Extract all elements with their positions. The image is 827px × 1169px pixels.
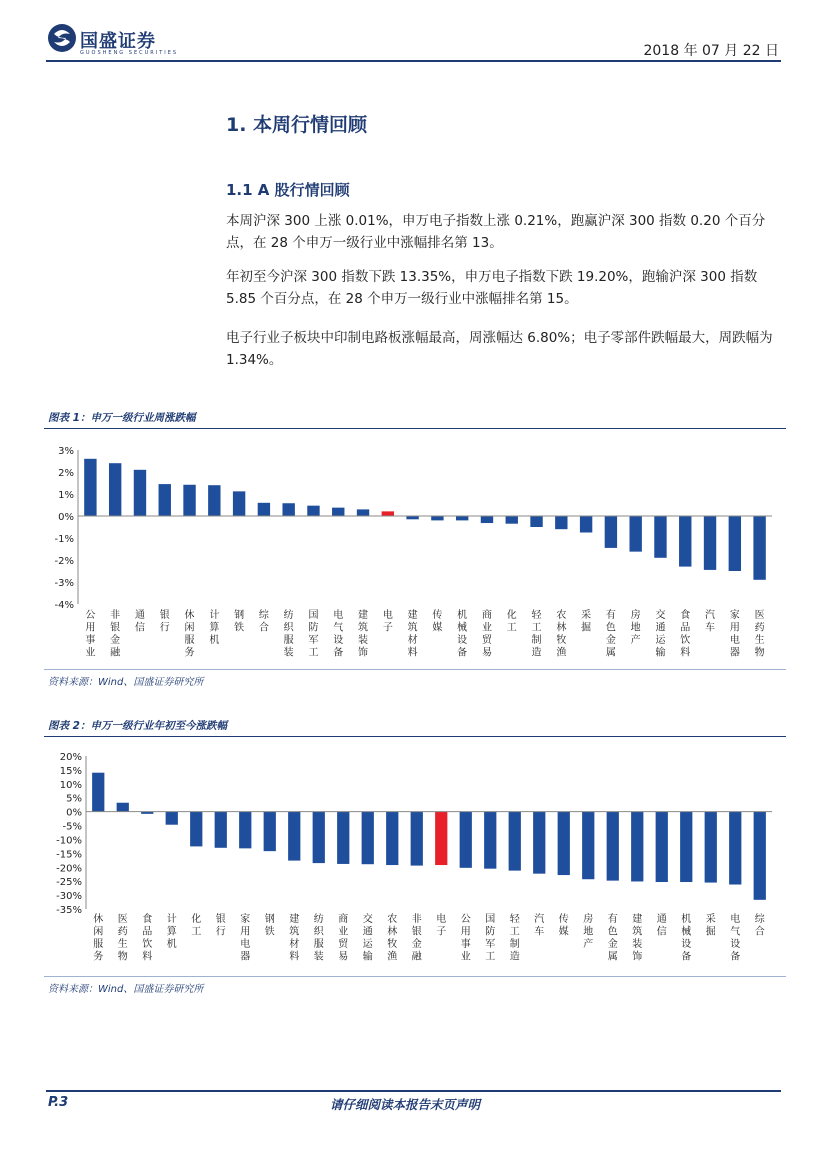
y-tick-label: -20% <box>56 863 82 875</box>
x-tick-label: 业 <box>460 951 471 963</box>
x-tick-label: 服 <box>283 635 294 646</box>
x-tick-label: 金 <box>605 635 616 646</box>
x-tick-label: 服 <box>184 635 195 646</box>
bar-钢铁 <box>233 491 245 516</box>
x-tick-label: 银 <box>215 914 226 925</box>
x-tick-label: 服 <box>93 939 104 950</box>
x-tick-label: 有 <box>605 610 616 621</box>
x-tick-label: 装 <box>313 951 324 963</box>
x-tick-label: 料 <box>407 647 418 659</box>
x-tick-label: 装 <box>283 647 294 659</box>
x-tick-label: 算 <box>209 622 220 634</box>
x-tick-label: 输 <box>362 951 373 963</box>
bar-纺织服装 <box>282 503 294 516</box>
x-tick-label: 非 <box>411 914 422 925</box>
x-tick-label: 综 <box>258 610 269 621</box>
x-tick-label: 色 <box>607 926 618 938</box>
x-tick-label: 电 <box>729 635 740 646</box>
x-tick-label: 织 <box>313 926 324 938</box>
x-tick-label: 化 <box>506 610 517 621</box>
x-tick-label: 金 <box>411 939 422 950</box>
x-tick-label: 工 <box>531 622 542 634</box>
x-tick-label: 用 <box>460 926 471 938</box>
bar-医药生物 <box>753 516 765 580</box>
x-tick-label: 用 <box>240 926 251 938</box>
x-tick-label: 车 <box>534 926 545 938</box>
x-tick-label: 易 <box>481 647 492 659</box>
x-tick-label: 务 <box>93 951 104 963</box>
x-tick-label: 食 <box>680 610 691 621</box>
x-tick-label: 属 <box>607 951 618 963</box>
figure-2-top-rule <box>44 736 786 737</box>
y-tick-label: 15% <box>59 765 82 777</box>
bar-机械设备 <box>456 516 468 520</box>
x-tick-label: 交 <box>655 610 666 621</box>
chart-ytd-change <box>44 742 786 972</box>
figure-1-source: 资料来源：Wind、国盛证券研究所 <box>48 677 204 688</box>
x-tick-label: 电 <box>382 610 393 621</box>
bar-通信 <box>134 470 146 516</box>
x-tick-label: 工 <box>509 926 520 938</box>
bar-银行 <box>215 812 227 848</box>
report-date: 2018 年 07 月 22 日 <box>643 43 779 59</box>
logo-subtext: GUOSHENG SECURITIES <box>80 50 179 56</box>
x-tick-label: 农 <box>387 914 398 925</box>
y-tick-label: -3% <box>54 578 74 589</box>
x-tick-label: 休 <box>93 914 104 925</box>
x-tick-label: 采 <box>581 610 592 621</box>
x-tick-label: 属 <box>605 647 616 659</box>
x-tick-label: 通 <box>362 926 373 938</box>
x-tick-label: 贸 <box>338 939 349 950</box>
bar-建筑装饰 <box>631 812 643 882</box>
y-tick-label: -2% <box>54 556 74 567</box>
y-tick-label: 1% <box>58 490 74 501</box>
x-tick-label: 纺 <box>313 914 324 925</box>
x-tick-label: 融 <box>110 647 121 659</box>
bar-钢铁 <box>264 812 276 852</box>
bar-纺织服装 <box>313 812 325 863</box>
bar-商业贸易 <box>481 516 493 523</box>
x-tick-label: 药 <box>117 926 128 938</box>
figure-1-top-rule <box>44 428 786 429</box>
bar-休闲服务 <box>183 485 195 516</box>
x-tick-label: 休 <box>184 610 195 621</box>
bar-有色金属 <box>607 812 619 881</box>
x-tick-label: 商 <box>481 610 492 621</box>
x-tick-label: 国 <box>485 914 496 925</box>
footer-divider <box>46 1090 781 1092</box>
x-tick-label: 牧 <box>387 939 398 950</box>
x-tick-label: 气 <box>730 926 741 938</box>
x-tick-label: 建 <box>632 914 643 925</box>
x-tick-label: 机 <box>681 914 692 925</box>
x-tick-label: 工 <box>308 647 319 659</box>
bar-医药生物 <box>117 803 129 812</box>
bar-建筑装饰 <box>357 509 369 516</box>
x-tick-label: 工 <box>191 926 202 938</box>
x-tick-label: 生 <box>754 635 765 646</box>
x-tick-label: 设 <box>681 939 692 950</box>
x-tick-label: 品 <box>142 926 153 938</box>
x-tick-label: 电 <box>436 914 447 925</box>
x-tick-label: 备 <box>457 647 468 659</box>
x-tick-label: 子 <box>382 622 393 634</box>
x-tick-label: 采 <box>705 914 716 925</box>
x-tick-label: 国 <box>308 610 319 621</box>
x-tick-label: 公 <box>460 914 471 925</box>
bar-电气设备 <box>729 812 741 885</box>
x-tick-label: 用 <box>729 622 740 634</box>
bar-机械设备 <box>680 812 692 882</box>
x-tick-label: 林 <box>387 926 398 938</box>
x-tick-label: 药 <box>754 622 765 634</box>
figure-2-label: 图表 2：申万一级行业年初至今涨跌幅 <box>48 720 227 732</box>
x-tick-label: 色 <box>605 622 616 634</box>
x-tick-label: 公 <box>85 610 96 621</box>
x-tick-label: 业 <box>481 622 492 634</box>
page-number: P.3 <box>48 1095 69 1110</box>
x-tick-label: 料 <box>289 951 300 963</box>
x-tick-label: 筑 <box>289 926 300 938</box>
paragraph-2: 年初至今沪深 300 指数下跌 13.35%，申万电子指数下跌 19.20%，跑输沪深 300 指数 5.85 个百分点，在 28 个申万一级行业中涨幅排名第 15。 <box>226 269 758 307</box>
bar-综合 <box>754 812 766 900</box>
x-tick-label: 建 <box>358 610 369 621</box>
x-tick-label: 电 <box>333 610 344 621</box>
x-tick-label: 军 <box>308 635 319 646</box>
bar-综合 <box>258 503 270 516</box>
x-tick-label: 气 <box>333 622 344 634</box>
x-tick-label: 媒 <box>558 926 569 938</box>
x-tick-label: 机 <box>166 939 177 950</box>
y-tick-label: -5% <box>62 821 82 833</box>
x-tick-label: 材 <box>289 939 300 950</box>
y-tick-label: -35% <box>56 905 82 916</box>
x-tick-label: 工 <box>506 622 517 634</box>
x-tick-label: 掘 <box>581 622 592 634</box>
x-tick-label: 务 <box>184 647 195 659</box>
bar-国防军工 <box>307 506 319 516</box>
x-tick-label: 电 <box>240 939 251 950</box>
x-tick-label: 工 <box>485 951 496 963</box>
x-tick-label: 物 <box>117 951 128 963</box>
y-tick-label: 2% <box>58 468 74 479</box>
x-tick-label: 信 <box>656 926 667 938</box>
x-tick-label: 家 <box>729 610 740 621</box>
x-tick-label: 铁 <box>234 622 245 634</box>
x-tick-label: 金 <box>607 939 618 950</box>
x-tick-label: 电 <box>730 914 741 925</box>
x-tick-label: 银 <box>159 610 170 621</box>
x-tick-label: 金 <box>110 635 121 646</box>
x-tick-label: 掘 <box>705 926 716 938</box>
x-tick-label: 造 <box>531 647 542 659</box>
x-tick-label: 输 <box>655 647 666 659</box>
bar-传媒 <box>431 516 443 520</box>
y-tick-label: -10% <box>56 835 82 847</box>
bar-建筑材料 <box>288 812 300 861</box>
bar-公用事业 <box>84 459 96 516</box>
x-tick-label: 设 <box>333 635 344 646</box>
x-tick-label: 服 <box>313 939 324 950</box>
y-tick-label: -15% <box>56 849 82 861</box>
figure-1-bottom-rule <box>44 669 786 670</box>
x-tick-label: 业 <box>85 647 96 659</box>
bar-房地产 <box>582 812 594 880</box>
y-tick-label: 10% <box>59 779 82 791</box>
x-tick-label: 食 <box>142 914 153 925</box>
y-tick-label: 3% <box>58 446 74 457</box>
x-tick-label: 料 <box>680 647 691 659</box>
paragraph-3: 电子行业子板块中印制电路板涨幅最高，周涨幅达 6.80%；电子零部件跌幅最大，周跌幅为 1.34%。 <box>226 330 773 368</box>
bar-银行 <box>159 484 171 516</box>
bar-有色金属 <box>605 516 617 548</box>
bar-交通运输 <box>362 812 374 865</box>
bar-房地产 <box>629 516 641 552</box>
x-tick-label: 事 <box>460 939 471 950</box>
x-tick-label: 汽 <box>705 610 716 621</box>
x-tick-label: 闲 <box>184 622 195 634</box>
bar-汽车 <box>533 812 545 874</box>
x-tick-label: 钢 <box>234 610 245 621</box>
bar-传媒 <box>558 812 570 875</box>
x-tick-label: 通 <box>656 914 667 925</box>
y-tick-label: 5% <box>66 793 82 805</box>
figure-1-label: 图表 1：申万一级行业周涨跌幅 <box>48 412 196 424</box>
x-tick-label: 械 <box>681 926 692 938</box>
x-tick-label: 林 <box>556 622 567 634</box>
x-tick-label: 机 <box>457 610 468 621</box>
x-tick-label: 材 <box>407 635 418 646</box>
x-tick-label: 贸 <box>481 635 492 646</box>
x-tick-label: 装 <box>358 635 369 646</box>
bar-通信 <box>656 812 668 882</box>
x-tick-label: 物 <box>754 647 765 659</box>
subsection-title: 1.1 A 股行情回顾 <box>226 181 350 199</box>
bar-非银金融 <box>411 812 423 866</box>
bar-交通运输 <box>654 516 666 558</box>
x-tick-label: 地 <box>630 622 641 634</box>
y-tick-label: -25% <box>56 877 82 889</box>
bar-电子 <box>435 812 447 865</box>
x-tick-label: 地 <box>583 926 594 938</box>
bar-农林牧渔 <box>555 516 567 529</box>
x-tick-label: 汽 <box>534 914 545 925</box>
x-tick-label: 纺 <box>283 610 294 621</box>
x-tick-label: 产 <box>630 635 641 646</box>
bar-国防军工 <box>484 812 496 869</box>
bar-农林牧渔 <box>386 812 398 865</box>
x-tick-label: 有 <box>607 914 618 925</box>
x-tick-label: 设 <box>730 939 741 950</box>
x-tick-label: 传 <box>432 610 443 621</box>
x-tick-label: 备 <box>681 951 692 963</box>
x-tick-label: 医 <box>754 610 765 621</box>
x-tick-label: 融 <box>411 951 422 963</box>
x-tick-label: 铁 <box>264 926 275 938</box>
paragraph-1: 本周沪深 300 上涨 0.01%，申万电子指数上涨 0.21%，跑赢沪深 300 指数 0.20 个百分点，在 28 个申万一级行业中涨幅排名第 13。 <box>226 213 766 251</box>
x-tick-label: 子 <box>436 926 447 938</box>
x-tick-label: 产 <box>583 939 594 950</box>
x-tick-label: 算 <box>166 926 177 938</box>
x-tick-label: 合 <box>258 622 269 634</box>
x-tick-label: 合 <box>754 926 765 938</box>
footer-disclaimer: 请仔细阅读本报告末页声明 <box>330 1097 481 1112</box>
figure-2-bottom-rule <box>44 976 786 977</box>
x-tick-label: 料 <box>142 951 153 963</box>
bar-公用事业 <box>460 812 472 868</box>
x-tick-label: 用 <box>85 622 96 634</box>
x-tick-label: 牧 <box>556 635 567 646</box>
y-tick-label: -4% <box>54 600 74 611</box>
logo-text: 国盛证券 <box>80 31 156 52</box>
x-tick-label: 制 <box>509 939 520 950</box>
x-tick-label: 易 <box>338 951 349 963</box>
x-tick-label: 计 <box>166 914 177 925</box>
x-tick-label: 渔 <box>556 647 567 659</box>
x-tick-label: 品 <box>680 622 691 634</box>
bar-食品饮料 <box>679 516 691 567</box>
x-tick-label: 防 <box>308 622 319 634</box>
bar-家用电器 <box>729 516 741 571</box>
x-tick-label: 建 <box>289 914 300 925</box>
x-tick-label: 事 <box>85 635 96 646</box>
x-tick-label: 车 <box>705 622 716 634</box>
x-tick-label: 生 <box>117 939 128 950</box>
x-tick-label: 轻 <box>531 610 542 621</box>
bar-化工 <box>506 516 518 524</box>
chart-weekly-change <box>44 436 786 664</box>
bar-采掘 <box>705 812 717 883</box>
x-tick-label: 通 <box>655 622 666 634</box>
x-tick-label: 计 <box>209 610 220 621</box>
bar-电子 <box>382 511 394 516</box>
x-tick-label: 闲 <box>93 926 104 938</box>
bar-轻工制造 <box>509 812 521 871</box>
y-tick-label: -30% <box>56 891 82 903</box>
bar-计算机 <box>208 485 220 516</box>
x-tick-label: 钢 <box>264 914 275 925</box>
bar-汽车 <box>704 516 716 570</box>
x-tick-label: 筑 <box>358 622 369 634</box>
x-tick-label: 农 <box>556 610 567 621</box>
x-tick-label: 信 <box>134 622 145 634</box>
x-tick-label: 饮 <box>680 635 691 646</box>
y-tick-label: 0% <box>66 807 82 819</box>
x-tick-label: 备 <box>333 647 344 659</box>
bar-采掘 <box>580 516 592 533</box>
x-tick-label: 械 <box>457 622 468 634</box>
x-tick-label: 家 <box>240 914 251 925</box>
x-tick-label: 器 <box>240 951 251 963</box>
x-tick-label: 媒 <box>432 622 443 634</box>
x-tick-label: 轻 <box>509 914 520 925</box>
x-tick-label: 化 <box>191 914 202 925</box>
x-tick-label: 商 <box>338 914 349 925</box>
bar-轻工制造 <box>530 516 542 527</box>
x-tick-label: 造 <box>509 951 520 963</box>
x-tick-label: 运 <box>362 939 373 950</box>
x-tick-label: 房 <box>583 914 594 925</box>
x-tick-label: 银 <box>110 622 121 634</box>
x-tick-label: 备 <box>730 951 741 963</box>
x-tick-label: 机 <box>209 635 220 646</box>
x-tick-label: 建 <box>407 610 418 621</box>
x-tick-label: 防 <box>485 926 496 938</box>
x-tick-label: 银 <box>411 926 422 938</box>
x-tick-label: 织 <box>283 622 294 634</box>
x-tick-label: 筑 <box>632 926 643 938</box>
section-title: 1. 本周行情回顾 <box>226 114 368 136</box>
x-tick-label: 医 <box>117 914 128 925</box>
bar-家用电器 <box>239 812 251 849</box>
x-tick-label: 筑 <box>407 622 418 634</box>
figure-2-source: 资料来源：Wind、国盛证券研究所 <box>48 984 204 995</box>
x-tick-label: 运 <box>655 635 666 646</box>
bar-休闲服务 <box>92 773 104 812</box>
y-tick-label: -1% <box>54 534 74 545</box>
x-tick-label: 设 <box>457 635 468 646</box>
x-tick-label: 饰 <box>358 647 369 659</box>
bar-非银金融 <box>109 463 121 516</box>
x-tick-label: 房 <box>630 610 641 621</box>
x-tick-label: 非 <box>110 610 121 621</box>
x-tick-label: 传 <box>558 914 569 925</box>
x-tick-label: 综 <box>754 914 765 925</box>
x-tick-label: 行 <box>215 926 226 938</box>
header-divider <box>46 60 781 62</box>
y-tick-label: 20% <box>59 752 82 763</box>
x-tick-label: 渔 <box>387 951 398 963</box>
x-tick-label: 通 <box>134 610 145 621</box>
x-tick-label: 装 <box>632 939 643 950</box>
x-tick-label: 饮 <box>142 939 153 950</box>
bar-电气设备 <box>332 508 344 516</box>
bar-化工 <box>190 812 202 847</box>
x-tick-label: 业 <box>338 926 349 938</box>
x-tick-label: 制 <box>531 635 542 646</box>
bar-商业贸易 <box>337 812 349 864</box>
x-tick-label: 饰 <box>632 951 643 963</box>
bar-计算机 <box>166 812 178 825</box>
x-tick-label: 行 <box>159 622 170 634</box>
y-tick-label: 0% <box>58 512 74 523</box>
x-tick-label: 军 <box>485 939 496 950</box>
x-tick-label: 交 <box>362 914 373 925</box>
x-tick-label: 器 <box>729 647 740 659</box>
